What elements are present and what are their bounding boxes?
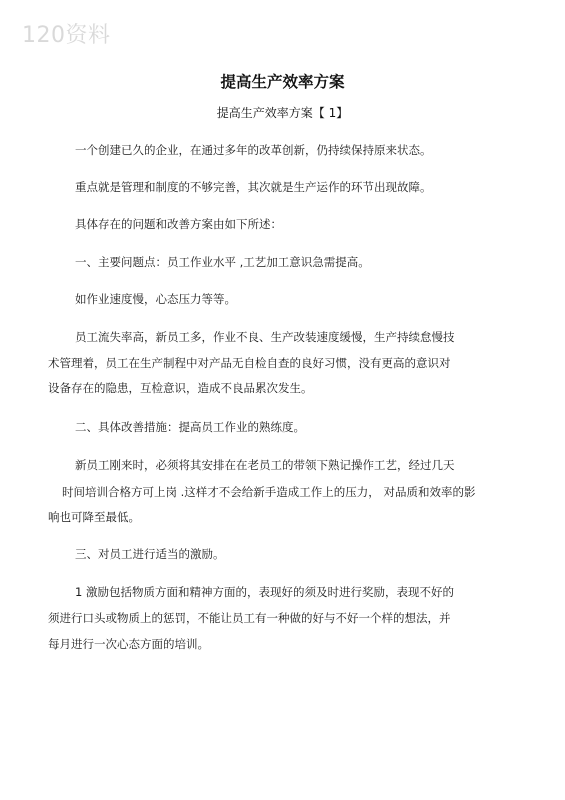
watermark: 120资料 — [22, 23, 111, 48]
paragraph-line: 如作业速度慢，心态压力等等。 — [75, 292, 236, 306]
paragraph-line: 新员工刚来时，必须将其安排在在老员工的带领下熟记操作工艺，经过几天 — [75, 458, 455, 472]
paragraph-line: 响也可降至最低。 — [48, 510, 140, 524]
paragraph-line: 时间培训合格方可上岗 .这样才不会给新手造成工作上的压力， 对品质和效率的影 — [62, 485, 476, 499]
paragraph-line: 一个创建已久的企业，在通过多年的改革创新，仍持续保持原来状态。 — [75, 143, 432, 157]
paragraph-line: 员工流失率高，新员工多，作业不良、生产改装速度缓慢，生产持续怠慢技 — [75, 330, 455, 344]
paragraph-line: 一、主要问题点：员工作业水平 ,工艺加工意识急需提高。 — [75, 255, 370, 269]
paragraph-line: 术管理着，员工在生产制程中对产品无自检自查的良好习惯，没有更高的意识对 — [48, 356, 451, 370]
paragraph-line: 重点就是管理和制度的不够完善，其次就是生产运作的环节出现故障。 — [75, 180, 432, 194]
document-title: 提高生产效率方案 — [220, 73, 345, 91]
paragraph-line: 须进行口头或物质上的惩罚，不能让员工有一种做的好与不好一个样的想法，并 — [48, 611, 451, 625]
document-subtitle: 提高生产效率方案【 1】 — [216, 106, 349, 120]
paragraph-line: 具体存在的问题和改善方案由如下所述： — [75, 217, 282, 231]
paragraph-line: 二、具体改善措施：提高员工作业的熟练度。 — [75, 420, 305, 434]
paragraph-line: 三、对员工进行适当的激励。 — [75, 547, 225, 561]
paragraph-line: 每月进行一次心态方面的培训。 — [48, 637, 209, 651]
paragraph-line: 设备存在的隐患，互检意识，造成不良品累次发生。 — [48, 381, 313, 395]
paragraph-line: 1 激励包括物质方面和精神方面的，表现好的须及时进行奖励，表现不好的 — [75, 585, 454, 599]
